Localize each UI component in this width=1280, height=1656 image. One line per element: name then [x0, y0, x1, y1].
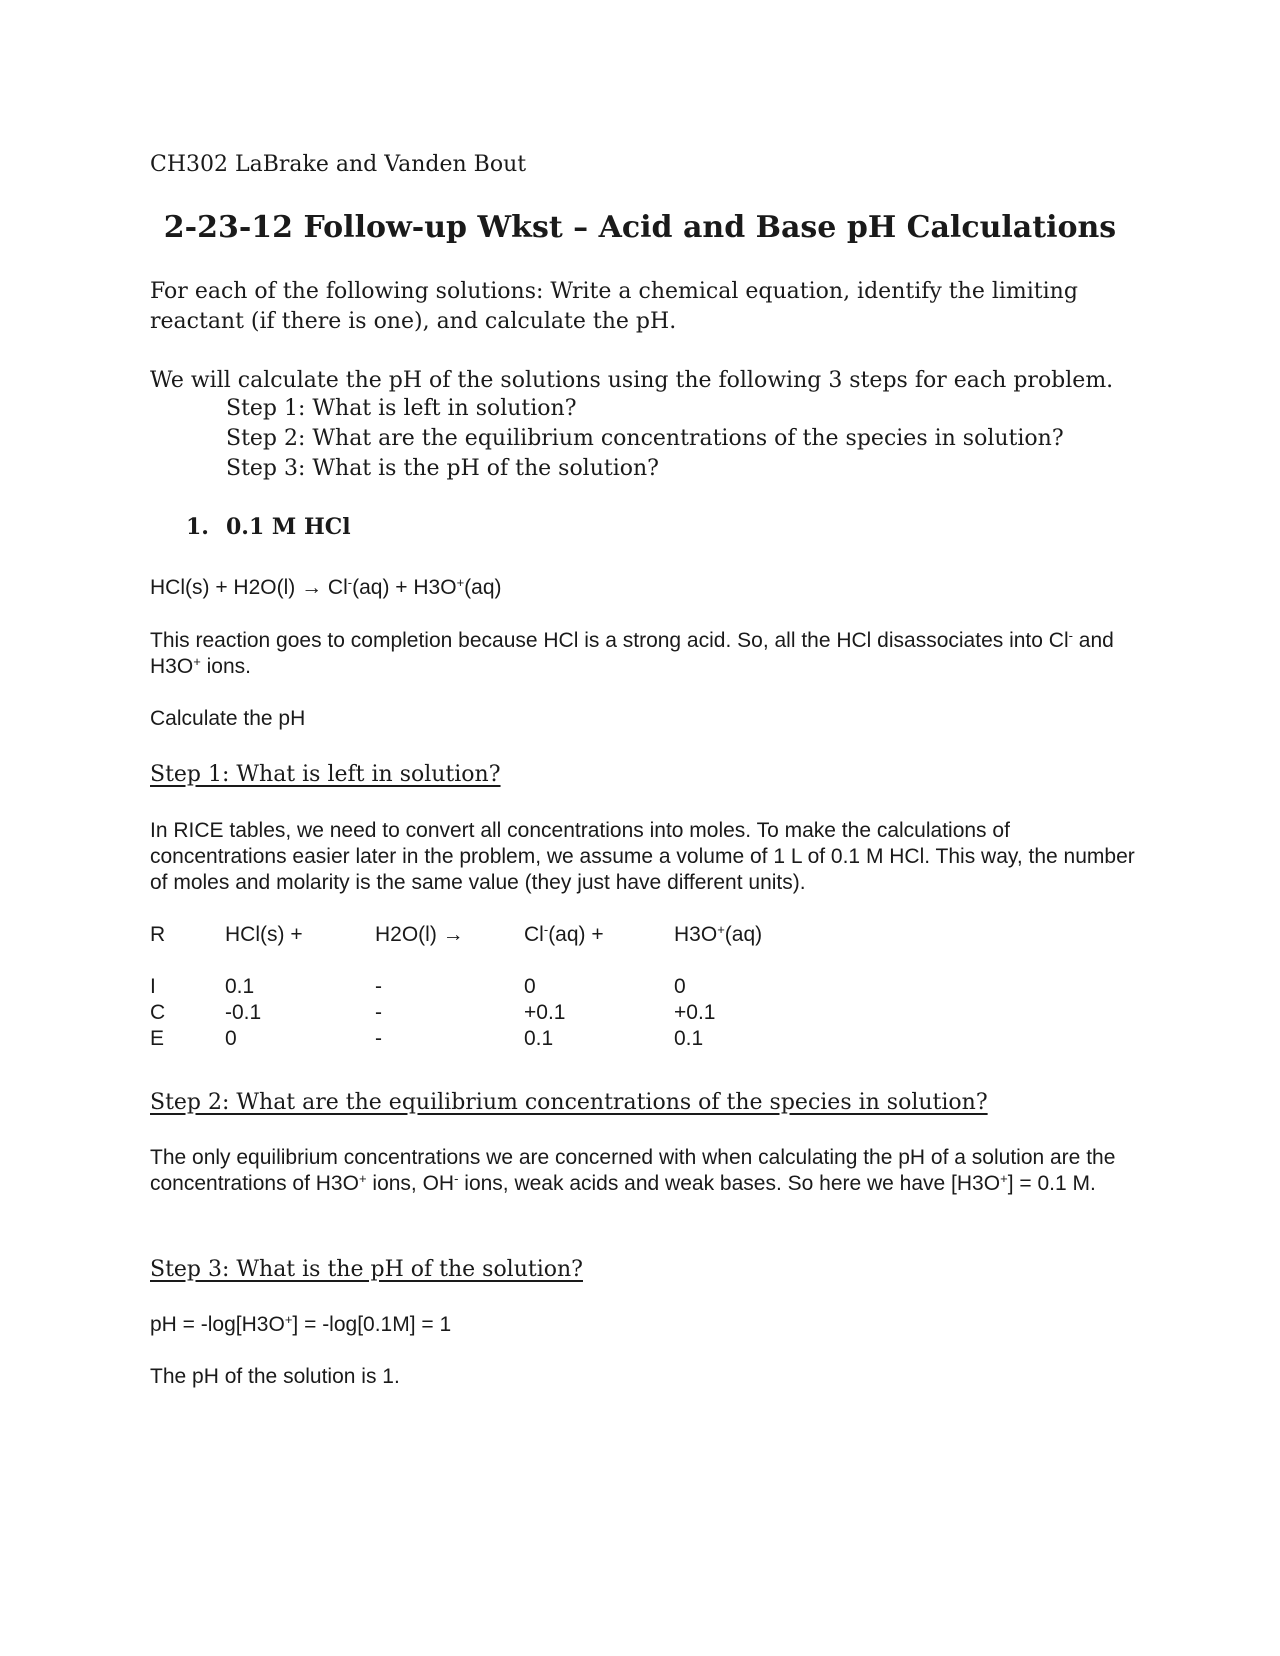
ph-equation-superscript: + [284, 1311, 293, 1327]
equilibrium-superscript: + [358, 1170, 367, 1186]
explanation-text: ions. [200, 655, 251, 678]
rice-cell: +0.1 [674, 1001, 716, 1024]
equation-part: (aq) [464, 576, 502, 599]
course-header: CH302 LaBrake and Vanden Bout [150, 152, 527, 177]
step-1-heading: Step 1: What is left in solution? [150, 762, 501, 787]
equilibrium-explanation [150, 1145, 1140, 1197]
rice-header-superscript: + [717, 921, 725, 937]
rice-cell: - [375, 1027, 382, 1050]
explanation-text: and H3O [150, 629, 1114, 678]
rice-cell: 0.1 [225, 975, 255, 998]
rice-cell: 0.1 [524, 1027, 554, 1050]
step-2-line: Step 2: What are the equilibrium concentrations of the species in solution? [226, 426, 1064, 451]
rice-cell: - [375, 1001, 382, 1024]
step-1-line: Step 1: What is left in solution? [226, 396, 577, 421]
ph-equation-text: pH = -log[H3O [150, 1313, 285, 1336]
rice-row-label: C [150, 1001, 166, 1024]
instructions-paragraph: For each of the following solutions: Write a chemical equation, identify the limiting reactant (if there is one), and calculate the pH. [150, 279, 1078, 334]
equilibrium-text: ions, OH [366, 1172, 455, 1195]
page-title: 2-23-12 Follow-up Wkst – Acid and Base pH Calculations [163, 210, 1117, 245]
rice-header-h3o [674, 923, 762, 947]
ph-equation-text: ] = -log[0.1M] = 1 [292, 1313, 452, 1336]
rice-header-h2o: H2O(l) → [375, 923, 464, 946]
rice-header-text: Cl [524, 923, 544, 946]
rice-cell: - [375, 975, 382, 998]
rice-header-text: (aq) [724, 923, 763, 946]
rice-header-superscript: - [543, 921, 549, 937]
equation-superscript: + [456, 574, 465, 590]
equilibrium-text: ions, weak acids and weak bases. So here we have [H3O [458, 1172, 1001, 1195]
equilibrium-text: The only equilibrium concentrations we are concerned with when calculating the pH of a solution are the concentrations of H3O [150, 1146, 1116, 1195]
rice-cell: 0 [225, 1027, 237, 1050]
ph-result: The pH of the solution is 1. [150, 1365, 400, 1388]
steps-intro-paragraph: We will calculate the pH of the solutions using the following 3 steps for each problem. [150, 368, 1114, 393]
ph-equation [150, 1312, 1140, 1338]
problem-heading [186, 514, 351, 540]
rice-cell: +0.1 [524, 1001, 566, 1024]
rice-cell: 0 [524, 975, 536, 998]
rice-cell: 0.1 [674, 1027, 704, 1050]
rice-header-cl [524, 923, 604, 947]
equation-superscript: - [347, 574, 353, 590]
rice-cell: 0 [674, 975, 686, 998]
step-3-line: Step 3: What is the pH of the solution? [226, 456, 659, 481]
explanation-text: This reaction goes to completion because HCl is a strong acid. So, all the HCl disassociates into Cl [150, 629, 1069, 652]
rice-row-label: E [150, 1027, 165, 1050]
equation-part: HCl(s) + H2O(l) → Cl [150, 576, 348, 599]
explanation-paragraph [150, 628, 1140, 680]
step-3-heading: Step 3: What is the pH of the solution? [150, 1257, 583, 1282]
explanation-superscript: - [1068, 627, 1073, 643]
rice-header-label: R [150, 923, 166, 946]
calculate-label: Calculate the pH [150, 707, 306, 730]
rice-header-text: (aq) + [548, 923, 604, 946]
problem-label: 0.1 M HCl [226, 514, 351, 540]
rice-explanation: In RICE tables, we need to convert all concentrations into moles. To make the calculations of concentrations easier later in the problem, we assume a volume of 1 L of 0.1 M HCl. This way, the number of moles and molarity is the same value (they just have different units). [150, 819, 1135, 894]
rice-header-text: H3O [674, 923, 718, 946]
explanation-superscript: + [193, 653, 201, 669]
rice-header-hcl: HCl(s) + [225, 923, 303, 946]
rice-cell: -0.1 [225, 1001, 262, 1024]
chemical-equation [150, 575, 1140, 601]
equilibrium-superscript: + [1000, 1170, 1008, 1186]
equation-part: (aq) + H3O [352, 576, 457, 599]
equilibrium-text: ] = 0.1 M. [1007, 1172, 1096, 1195]
step-2-heading: Step 2: What are the equilibrium concentrations of the species in solution? [150, 1090, 988, 1115]
rice-row-label: I [150, 975, 156, 998]
equilibrium-superscript: - [454, 1170, 459, 1186]
problem-number: 1. [186, 514, 209, 540]
